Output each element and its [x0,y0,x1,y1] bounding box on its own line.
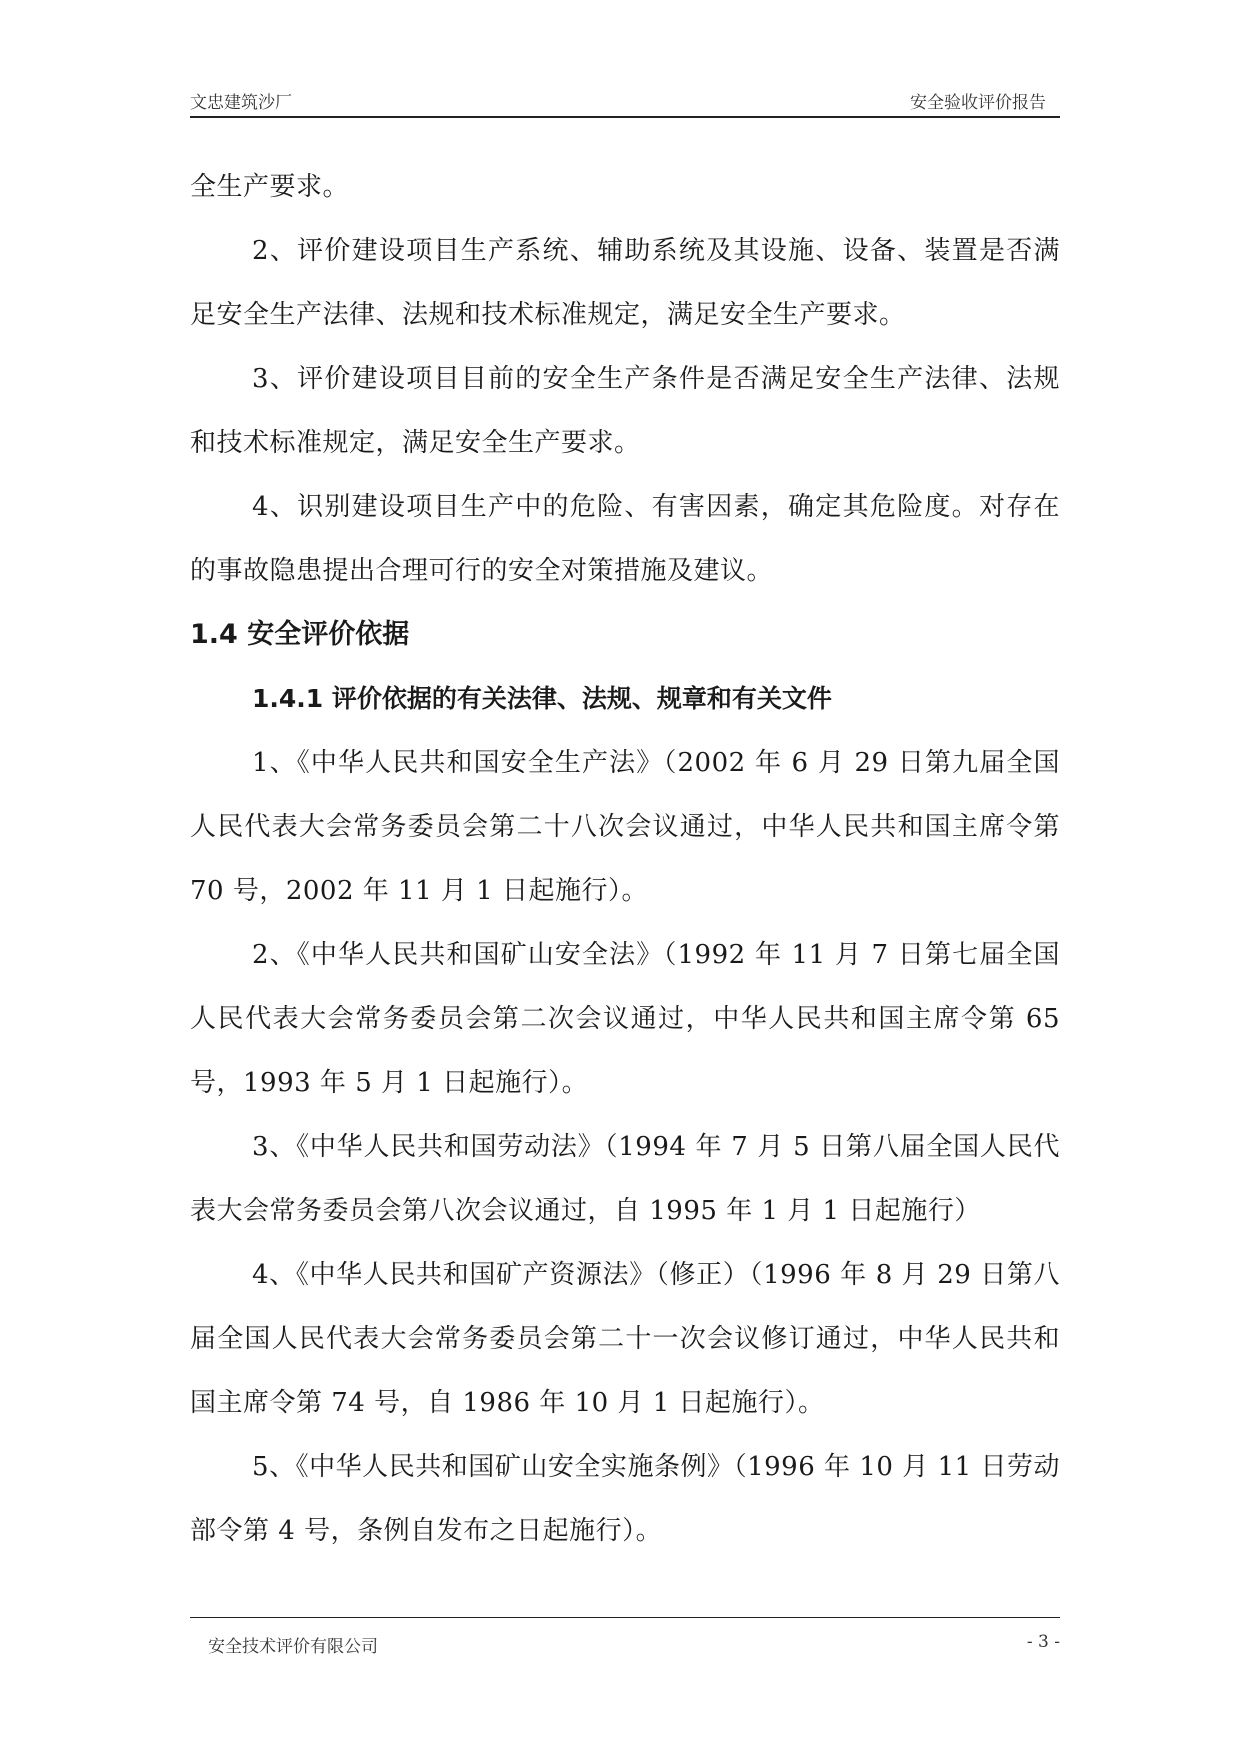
page-header [190,86,1060,118]
page-number: - 3 - [1026,1632,1060,1652]
law-item-5: 5、《中华人民共和国矿山安全实施条例》（1996 年 10 月 11 日劳动部令第 4 号，条例自发布之日起施行）。 [190,1452,1060,1546]
header-project-name: 文忠建筑沙厂 [190,93,292,113]
header-report-title: 安全验收评价报告 [910,93,1046,113]
page-footer [190,1617,1060,1658]
document-body [190,155,1060,1563]
paragraph-continuation: 全生产要求。 [190,172,350,202]
law-item-1: 1、《中华人民共和国安全生产法》（2002 年 6 月 29 日第九届全国人民代表大会常务委员会第二十八次会议通过，中华人民共和国主席令第 70 号，2002 年 11 月 1 日起施行）。 [190,748,1060,906]
paragraph-item-3: 3、评价建设项目目前的安全生产条件是否满足安全生产法律、法规和技术标准规定，满足安全生产要求。 [190,364,1060,458]
paragraph-item-4: 4、识别建设项目生产中的危险、有害因素，确定其危险度。对存在的事故隐患提出合理可行的安全对策措施及建议。 [190,492,1060,586]
paragraph-item-2: 2、评价建设项目生产系统、辅助系统及其设施、设备、装置是否满足安全生产法律、法规和技术标准规定，满足安全生产要求。 [190,236,1060,330]
section-heading: 1.4 安全评价依据 [190,619,410,650]
law-item-2: 2、《中华人民共和国矿山安全法》（1992 年 11 月 7 日第七届全国人民代表大会常务委员会第二次会议通过，中华人民共和国主席令第 65 号，1993 年 5 月 1 日起施行）。 [190,940,1060,1098]
law-item-3: 3、《中华人民共和国劳动法》（1994 年 7 月 5 日第八届全国人民代表大会常务委员会第八次会议通过，自 1995 年 1 月 1 日起施行） [190,1132,1060,1226]
footer-company: 安全技术评价有限公司 [208,1637,378,1657]
subsection-heading: 1.4.1 评价依据的有关法律、法规、规章和有关文件 [252,684,832,713]
law-item-4: 4、《中华人民共和国矿产资源法》（修正）（1996 年 8 月 29 日第八届全国人民代表大会常务委员会第二十一次会议修订通过，中华人民共和国主席令第 74 号，自 1986 年 10 月 1 日起施行）。 [190,1260,1060,1418]
